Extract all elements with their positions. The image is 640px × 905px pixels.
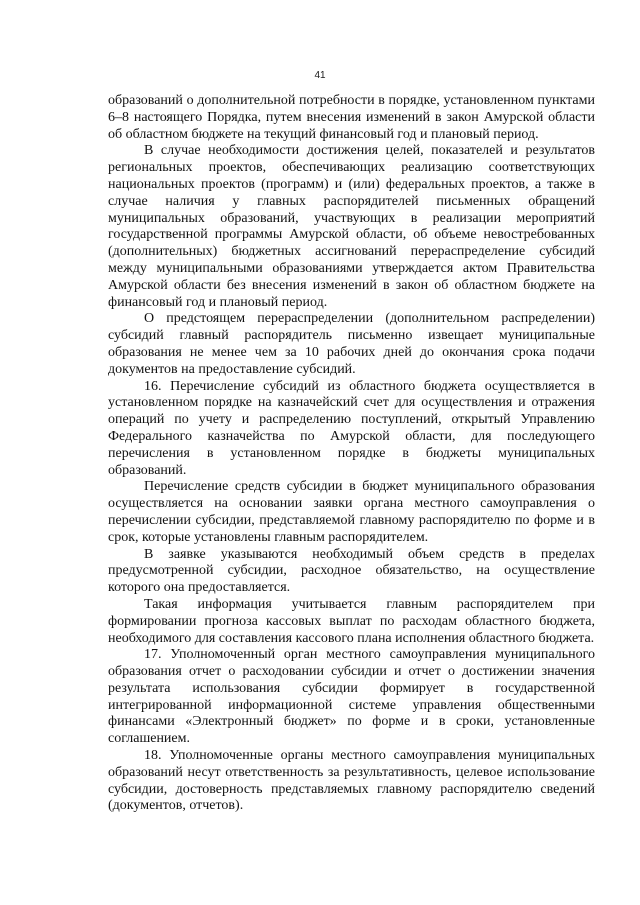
paragraph-item-17: 17. Уполномоченный орган местного самоуправления муниципального образования отчет о расходовании субсидии и отчет о достижении значения результата использования субсидии формирует в государственной интегрированной информационной системе управления общественными финансами «Электронный бюджет» по форме и в сроки, установленные соглашением. (108, 647, 595, 747)
document-body (108, 93, 595, 815)
paragraph-item-18: 18. Уполномоченные органы местного самоуправления муниципальных образований несут ответственность за результативность, целевое использование субсидии, достоверность представляемых главному распорядителю сведений (документов, отчетов). (108, 748, 595, 814)
paragraph-notification: О предстоящем перераспределении (дополнительном распределении) субсидий главный распорядитель письменно извещает муниципальные образования не менее чем за 10 рабочих дней до окончания срока подачи документов на предоставление субсидий. (108, 311, 595, 377)
paragraph-cash-forecast: Такая информация учитывается главным распорядителем при формировании прогноза кассовых выплат по расходам областного бюджета, необходимого для составления кассового плана исполнения областного бюджета. (108, 596, 595, 646)
paragraph-continuation: образований о дополнительной потребности в порядке, установленном пунктами 6–8 настоящего Порядка, путем внесения изменений в закон Амурской области об областном бюджете на текущий финансовый год и плановый период. (108, 93, 595, 142)
paragraph-item-16: 16. Перечисление субсидий из областного бюджета осуществляется в установленном порядке на казначейский счет для осуществления и отражения операций по учету и распределению поступлений, открытый Управлению Федерального казначейства по Амурской области, для последующего перечисления в установленном порядке в бюджеты муниципальных образований. (108, 378, 595, 478)
paragraph-redistribution: В случае необходимости достижения целей, показателей и результатов региональных проектов, обеспечивающих реализацию соответствующих национальных проектов (программ) и (или) федеральных проектов, а также в случае наличия у главных распорядителей письменных обращений муниципальных образований, участвующих в реализации мероприятий государственной программы Амурской области, об объеме невостребованных (дополнительных) бюджетных ассигнований перераспределение субсидий между муниципальными образованиями утверждается актом Правительства Амурской области без внесения изменений в закон об областном бюджете на финансовый год и плановый период. (108, 143, 595, 310)
paragraph-request-content: В заявке указываются необходимый объем средств в пределах предусмотренной субсидии, расходное обязательство, на осуществление которого она предоставляется. (108, 546, 595, 596)
page-number: 41 (314, 70, 326, 81)
paragraph-transfer-request: Перечисление средств субсидии в бюджет муниципального образования осуществляется на основании заявки органа местного самоуправления о перечислении субсидии, представляемой главному распорядителю по форме и в срок, которые установлены главным распорядителем. (108, 479, 595, 545)
